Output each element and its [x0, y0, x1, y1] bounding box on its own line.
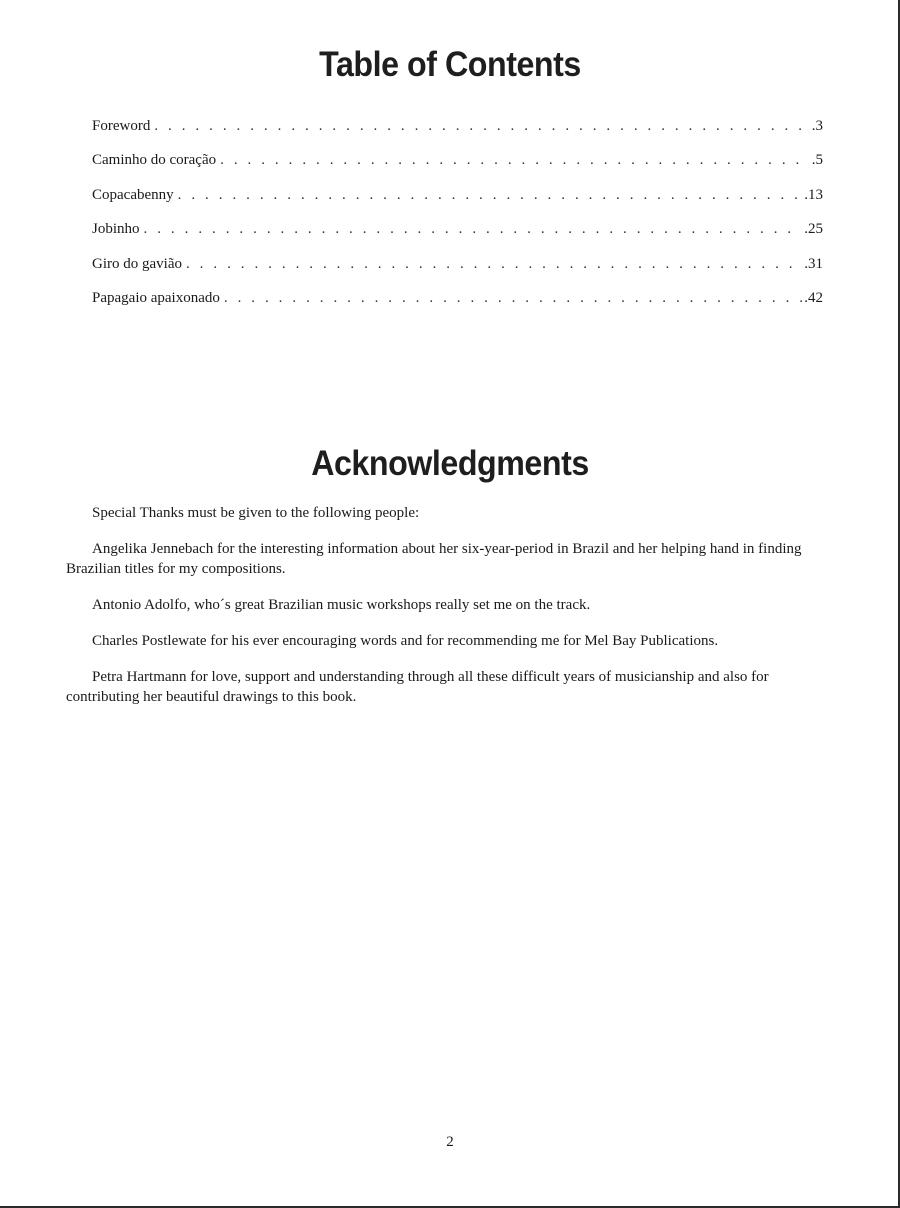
toc-entry-page: .31: [804, 255, 823, 272]
toc-entry-title: Giro do gavião: [92, 255, 182, 272]
toc-entry-page: .25: [804, 221, 823, 238]
toc-heading: Table of Contents: [319, 45, 581, 84]
toc-list: [92, 118, 823, 324]
toc-entry: [92, 290, 823, 324]
toc-dot-leader: [186, 256, 802, 273]
toc-entry: [92, 118, 823, 152]
acknowledgments-body: [66, 503, 836, 723]
toc-entry-page: .3: [811, 118, 823, 134]
acknowledgments-paragraph: Special Thanks must be given to the following people:: [92, 505, 420, 521]
toc-entry: [92, 221, 823, 255]
toc-dot-leader: [178, 187, 803, 204]
toc-entry: [92, 187, 823, 221]
toc-entry-title: Copacabenny: [92, 186, 174, 203]
acknowledgments-paragraph: Charles Postlewate for his ever encouraging words and for recommending me for Mel Bay Publications.: [92, 633, 719, 649]
toc-entry-title: Foreword: [92, 118, 151, 134]
acknowledgments-paragraph: Angelika Jennebach for the interesting information about her six-year-period in Brazil and her helping hand in finding Brazilian titles for my compositions.: [66, 541, 802, 577]
page-number: 2: [446, 1134, 454, 1150]
toc-dot-leader: [154, 118, 809, 135]
toc-entry-title: Jobinho: [92, 221, 140, 238]
acknowledgments-heading: Acknowledgments: [311, 444, 589, 483]
toc-dot-leader: [224, 290, 802, 307]
toc-entry: [92, 256, 823, 290]
acknowledgments-paragraph: Antonio Adolfo, who´s great Brazilian music workshops really set me on the track.: [92, 597, 591, 613]
toc-entry-page: .5: [811, 152, 823, 169]
toc-entry-title: Caminho do coração: [92, 152, 217, 169]
toc-entry: [92, 152, 823, 186]
toc-dot-leader: [220, 152, 810, 169]
acknowledgments-paragraph: Petra Hartmann for love, support and understanding through all these difficult years of musicianship and also for contributing her beautiful drawings to this book.: [66, 669, 769, 705]
toc-entry-page: .13: [804, 186, 823, 203]
toc-entry-page: .42: [804, 289, 823, 306]
toc-dot-leader: [144, 221, 803, 238]
toc-entry-title: Papagaio apaixonado: [92, 289, 220, 306]
